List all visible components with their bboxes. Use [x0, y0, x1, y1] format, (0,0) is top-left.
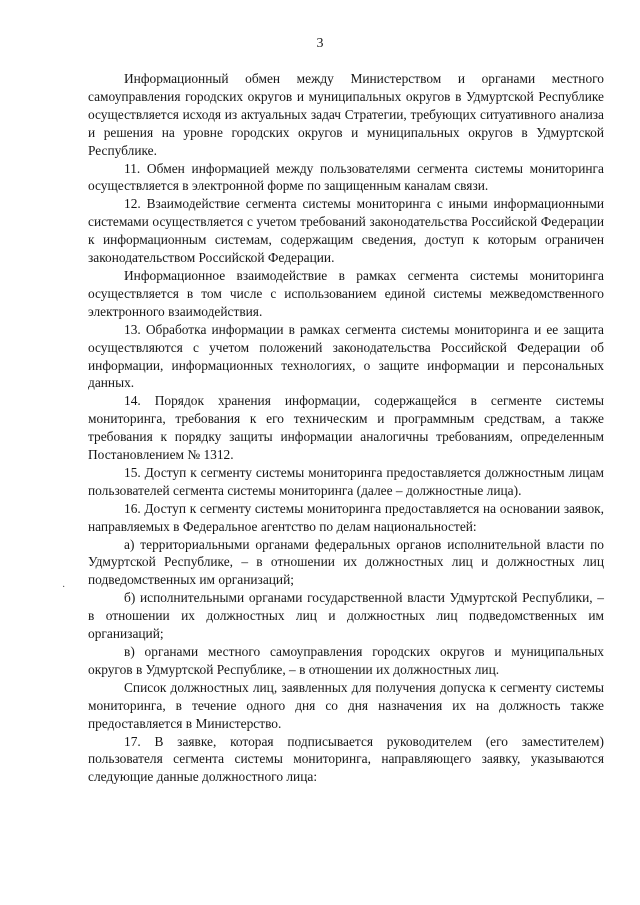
paragraph-12-continued: Информационное взаимодействие в рамках сегмента системы мониторинга осуществляется в том числе с использованием единой системы межведомственного электронного взаимодействия. [88, 267, 604, 319]
paragraph-11: 11. Обмен информацией между пользователями сегмента системы мониторинга осуществляется в электронной форме по защищенным каналам связи. [88, 160, 604, 194]
paragraph-12: 12. Взаимодействие сегмента системы мониторинга с иными информационными системами осуществляется с учетом требований законодательства Российской Федерации к информационным системам, содержащим сведения, доступ к которым ограничен законодательством Российской Федерации. [88, 196, 604, 266]
paragraph-15: 15. Доступ к сегменту системы мониторинга предоставляется должностным лицам пользователей сегмента системы мониторинга (далее – должностные лица). [88, 464, 604, 498]
margin-mark: · [62, 582, 66, 593]
paragraph-officials-list: Список должностных лиц, заявленных для получения допуска к сегменту системы мониторинга, в течение одного дня со дня назначения их на должность также предоставляется в Министерство. [88, 679, 604, 731]
paragraph-16-c: в) органами местного самоуправления городских округов и муниципальных округов в Удмуртской Республике, – в отношении их должностных лиц. [88, 644, 604, 677]
paragraph-information-exchange: Информационный обмен между Министерством и органами местного самоуправления городских округов и муниципальных округов в Удмуртской Республике осуществляется исходя из актуальных задач Стратегии, требующих ситуативного анализа и решения на уровне городских округов и муниципальных округов в Удмуртской Республике. [88, 71, 604, 158]
page-number: 3 [316, 36, 324, 51]
paragraph-17: 17. В заявке, которая подписывается руководителем (его заместителем) пользователя сегмента системы мониторинга, направляющего заявку, указываются следующие данные должностного лица: [88, 733, 604, 785]
paragraph-16-a: а) территориальными органами федеральных органов исполнительной власти по Удмуртской Республике, – в отношении их должностных лиц и должностных лиц подведомственных им организаций; [88, 536, 604, 588]
document-body [88, 70, 604, 786]
paragraph-16: 16. Доступ к сегменту системы мониторинга предоставляется на основании заявок, направляемых в Федеральное агентство по делам национальностей: [88, 500, 604, 534]
paragraph-14: 14. Порядок хранения информации, содержащейся в сегменте системы мониторинга, требования к его техническим и программным средствам, а также требования к порядку защиты информации аналогичны требованиям, определенным Постановлением № 1312. [88, 393, 604, 463]
paragraph-16-b: б) исполнительными органами государственной власти Удмуртской Республики, – в отношении их должностных лиц и должностных лиц подведомственных им организаций; [88, 590, 604, 642]
paragraph-13: 13. Обработка информации в рамках сегмента системы мониторинга и ее защита осуществляются с учетом положений законодательства Российской Федерации об информации, информационных технологиях, о защите информации и персональных данных. [88, 321, 604, 391]
